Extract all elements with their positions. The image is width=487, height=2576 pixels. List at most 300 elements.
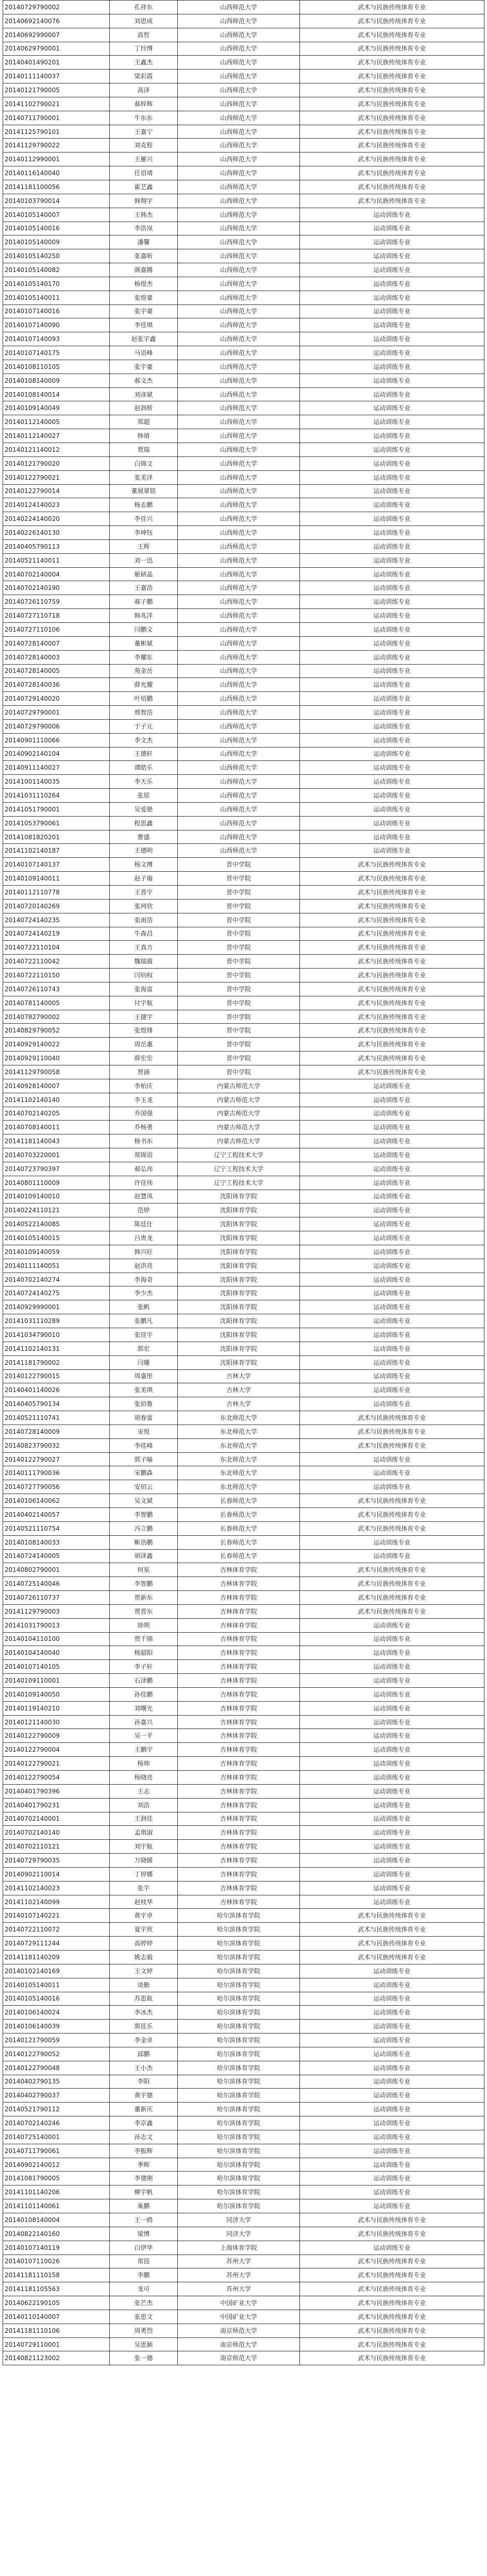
student-name: 张美泽 — [110, 470, 178, 484]
exam-number: 20141053790061 — [3, 816, 110, 830]
table-row — [3, 97, 484, 111]
exam-number: 20140105140250 — [3, 249, 110, 263]
school-name: 吉林体育学院 — [178, 1632, 300, 1646]
major-name: 运动训练专业 — [300, 1176, 484, 1190]
major-name: 武术与民族传统体育专业 — [300, 1038, 484, 1052]
exam-number: 20140901110066 — [3, 733, 110, 747]
student-name: 郭佳乐 — [110, 2020, 178, 2033]
admission-roster-table — [3, 0, 484, 2365]
student-name: 李佳琪 — [110, 318, 178, 332]
exam-number: 20140105140082 — [3, 263, 110, 277]
major-name: 武术与民族传统体育专业 — [300, 1052, 484, 1065]
school-name: 山西师范大学 — [178, 291, 300, 304]
exam-number: 20140521140011 — [3, 553, 110, 567]
major-name: 运动训练专业 — [300, 664, 484, 678]
student-name: 刘曙光 — [110, 1701, 178, 1715]
school-name: 吉林大学 — [178, 1369, 300, 1383]
table-row — [3, 14, 484, 28]
student-name: 赵润桥 — [110, 401, 178, 415]
table-row — [3, 1121, 484, 1134]
student-name: 黄宇德 — [110, 2089, 178, 2103]
exam-number: 20140109140011 — [3, 872, 110, 886]
student-name: 程思鑫 — [110, 816, 178, 830]
table-row — [3, 1397, 484, 1411]
table-row — [3, 1231, 484, 1245]
school-name: 山西师范大学 — [178, 1, 300, 14]
table-row — [3, 1425, 484, 1438]
table-row — [3, 886, 484, 900]
student-name: 郑锦语 — [110, 1148, 178, 1162]
exam-number: 20140720140269 — [3, 899, 110, 913]
student-name: 张芒杰 — [110, 2296, 178, 2310]
student-name: 吴爱艳 — [110, 802, 178, 816]
exam-number: 20140122790014 — [3, 484, 110, 498]
major-name: 武术与民族传统体育专业 — [300, 1425, 484, 1438]
school-name: 山西师范大学 — [178, 83, 300, 97]
table-row — [3, 927, 484, 941]
school-name: 哈尔滨体育学院 — [178, 2089, 300, 2103]
school-name: 山西师范大学 — [178, 415, 300, 429]
exam-number: 20141102140023 — [3, 1881, 110, 1895]
student-name: 张宇豪 — [110, 304, 178, 318]
school-name: 沈阳体育学院 — [178, 1355, 300, 1369]
major-name: 运动训练专业 — [300, 304, 484, 318]
exam-number: 20140401790396 — [3, 1784, 110, 1798]
exam-number: 20140724140275 — [3, 1286, 110, 1300]
student-name: 李智鹏 — [110, 1577, 178, 1591]
table-row — [3, 56, 484, 70]
table-row — [3, 1148, 484, 1162]
table-row — [3, 982, 484, 996]
table-row — [3, 830, 484, 844]
table-row — [3, 747, 484, 761]
school-name: 吉林体育学院 — [178, 1715, 300, 1729]
exam-number: 20140726110759 — [3, 595, 110, 609]
school-name: 长春师范大学 — [178, 1535, 300, 1549]
exam-number: 20140111140037 — [3, 70, 110, 83]
table-row — [3, 802, 484, 816]
school-name: 哈尔滨体育学院 — [178, 2185, 300, 2199]
table-row — [3, 1093, 484, 1107]
exam-number: 20140692990007 — [3, 28, 110, 42]
table-row — [3, 2047, 484, 2061]
exam-number: 20140722110104 — [3, 941, 110, 955]
exam-number: 20140108110105 — [3, 360, 110, 374]
school-name: 哈尔滨体育学院 — [178, 1937, 300, 1951]
exam-number: 20140121790020 — [3, 456, 110, 470]
major-name: 运动训练专业 — [300, 2241, 484, 2255]
major-name: 运动训练专业 — [300, 1535, 484, 1549]
major-name: 武术与民族传统体育专业 — [300, 1411, 484, 1425]
table-row — [3, 1217, 484, 1231]
school-name: 吉林体育学院 — [178, 1591, 300, 1605]
student-name: 李阳 — [110, 2075, 178, 2089]
major-name: 运动训练专业 — [300, 1798, 484, 1812]
student-name: 赵慧凤 — [110, 1190, 178, 1204]
student-name: 李柏庆 — [110, 1079, 178, 1093]
student-name: 李子轩 — [110, 1660, 178, 1674]
school-name: 吉林体育学院 — [178, 1840, 300, 1854]
major-name: 运动训练专业 — [300, 1701, 484, 1715]
table-row — [3, 1438, 484, 1452]
exam-number: 20141181140043 — [3, 1134, 110, 1148]
table-row — [3, 1452, 484, 1466]
student-name: 周岳惠 — [110, 1038, 178, 1052]
table-row — [3, 42, 484, 56]
exam-number: 20140121790005 — [3, 83, 110, 97]
table-row — [3, 1687, 484, 1701]
exam-number: 20140727110106 — [3, 622, 110, 636]
student-name: 王鑫杰 — [110, 56, 178, 70]
major-name: 运动训练专业 — [300, 1162, 484, 1176]
table-row — [3, 553, 484, 567]
exam-number: 20141129790058 — [3, 1065, 110, 1079]
table-row — [3, 761, 484, 775]
major-name: 运动训练专业 — [300, 1259, 484, 1273]
table-row — [3, 1328, 484, 1342]
exam-number: 20141034790010 — [3, 1328, 110, 1342]
school-name: 山西师范大学 — [178, 789, 300, 803]
table-row — [3, 28, 484, 42]
table-row — [3, 1729, 484, 1743]
school-name: 长春师范大学 — [178, 1549, 300, 1563]
major-name: 武术与民族传统体育专业 — [300, 969, 484, 982]
exam-number: 20140711790061 — [3, 2144, 110, 2158]
major-name: 运动训练专业 — [300, 443, 484, 457]
major-name: 运动训练专业 — [300, 1286, 484, 1300]
table-row — [3, 2337, 484, 2351]
exam-number: 20141129790003 — [3, 1604, 110, 1618]
student-name: 韩兆洋 — [110, 609, 178, 623]
table-row — [3, 719, 484, 733]
major-name: 运动训练专业 — [300, 2047, 484, 2061]
student-name: 张海富 — [110, 982, 178, 996]
table-row — [3, 636, 484, 650]
table-row — [3, 2075, 484, 2089]
exam-number: 20140711790001 — [3, 111, 110, 125]
major-name: 运动训练专业 — [300, 1881, 484, 1895]
table-row — [3, 2296, 484, 2310]
major-name: 运动训练专业 — [300, 526, 484, 540]
table-row — [3, 1895, 484, 1909]
major-name: 武术与民族传统体育专业 — [300, 899, 484, 913]
student-name: 张宇 — [110, 1881, 178, 1895]
exam-number: 20140726110737 — [3, 1591, 110, 1605]
exam-number: 20140727110718 — [3, 609, 110, 623]
student-name: 王韩杰 — [110, 208, 178, 222]
student-name: 杨煜杰 — [110, 277, 178, 291]
school-name: 山西师范大学 — [178, 595, 300, 609]
exam-number: 20140107140221 — [3, 1909, 110, 1923]
table-row — [3, 277, 484, 291]
table-row — [3, 2130, 484, 2144]
exam-number: 20140401790231 — [3, 1798, 110, 1812]
table-row — [3, 1342, 484, 1355]
exam-number: 20140105140016 — [3, 222, 110, 235]
exam-number: 20140702140190 — [3, 581, 110, 595]
student-name: 乔国强 — [110, 1107, 178, 1121]
major-name: 运动训练专业 — [300, 2006, 484, 2020]
table-row — [3, 1, 484, 14]
school-name: 山西师范大学 — [178, 166, 300, 180]
major-name: 运动训练专业 — [300, 1190, 484, 1204]
student-name: 姚志毅 — [110, 1950, 178, 1964]
table-row — [3, 1052, 484, 1065]
major-name: 武术与民族传统体育专业 — [300, 1010, 484, 1024]
major-name: 运动训练专业 — [300, 1743, 484, 1757]
exam-number: 20140729140020 — [3, 692, 110, 706]
major-name: 运动训练专业 — [300, 1978, 484, 1992]
table-row — [3, 1065, 484, 1079]
exam-number: 20141181100056 — [3, 180, 110, 194]
major-name: 武术与民族传统体育专业 — [300, 70, 484, 83]
school-name: 上海体育学院 — [178, 2241, 300, 2255]
major-name: 武术与民族传统体育专业 — [300, 1521, 484, 1535]
school-name: 山西师范大学 — [178, 97, 300, 111]
school-name: 山西师范大学 — [178, 844, 300, 858]
table-row — [3, 70, 484, 83]
student-name: 王小杰 — [110, 2061, 178, 2075]
table-row — [3, 2158, 484, 2172]
school-name: 吉林大学 — [178, 1397, 300, 1411]
exam-number: 20140111790036 — [3, 1466, 110, 1480]
student-name: 董彬斌 — [110, 636, 178, 650]
exam-number: 20140702140140 — [3, 1826, 110, 1840]
major-name: 运动训练专业 — [300, 1964, 484, 1978]
school-name: 山西师范大学 — [178, 360, 300, 374]
school-name: 吉林体育学院 — [178, 1895, 300, 1909]
table-row — [3, 1259, 484, 1273]
table-row — [3, 1273, 484, 1286]
exam-number: 20140106140039 — [3, 2020, 110, 2033]
student-name: 于子元 — [110, 719, 178, 733]
exam-number: 20140823790032 — [3, 1438, 110, 1452]
student-name: 李建刚 — [110, 2172, 178, 2185]
exam-number: 20141181140209 — [3, 1950, 110, 1964]
table-row — [3, 1660, 484, 1674]
major-name: 运动训练专业 — [300, 498, 484, 512]
major-name: 运动训练专业 — [300, 277, 484, 291]
student-name: 王捷宇 — [110, 1010, 178, 1024]
exam-number: 20140902140104 — [3, 747, 110, 761]
school-name: 哈尔滨体育学院 — [178, 2199, 300, 2213]
student-name: 王晋宇 — [110, 886, 178, 900]
major-name: 武术与民族传统体育专业 — [300, 872, 484, 886]
table-row — [3, 263, 484, 277]
student-name: 宋鹏森 — [110, 1466, 178, 1480]
table-row — [3, 1826, 484, 1840]
table-row — [3, 1840, 484, 1854]
school-name: 内蒙古师范大学 — [178, 1107, 300, 1121]
table-row — [3, 111, 484, 125]
major-name: 运动训练专业 — [300, 249, 484, 263]
student-name: 胡春雷 — [110, 1411, 178, 1425]
table-row — [3, 996, 484, 1010]
table-row — [3, 125, 484, 139]
exam-number: 20140911140027 — [3, 761, 110, 775]
table-row — [3, 1798, 484, 1812]
table-row — [3, 2033, 484, 2047]
school-name: 山西师范大学 — [178, 761, 300, 775]
school-name: 吉林体育学院 — [178, 1854, 300, 1868]
table-row — [3, 844, 484, 858]
school-name: 吉林体育学院 — [178, 1771, 300, 1785]
exam-number: 20140722110042 — [3, 955, 110, 969]
major-name: 运动训练专业 — [300, 2158, 484, 2172]
student-name: 郝子鹏 — [110, 595, 178, 609]
major-name: 运动训练专业 — [300, 636, 484, 650]
exam-number: 20140929990001 — [3, 1300, 110, 1314]
exam-number: 20140727790056 — [3, 1480, 110, 1494]
major-name: 武术与民族传统体育专业 — [300, 2227, 484, 2241]
table-row — [3, 374, 484, 387]
table-row — [3, 291, 484, 304]
school-name: 吉林体育学院 — [178, 1674, 300, 1688]
exam-number: 20140108140033 — [3, 1535, 110, 1549]
exam-number: 20140104110100 — [3, 1632, 110, 1646]
exam-number: 20140728140007 — [3, 636, 110, 650]
school-name: 沈阳体育学院 — [178, 1273, 300, 1286]
student-name: 邱鹏 — [110, 2047, 178, 2061]
school-name: 山西师范大学 — [178, 70, 300, 83]
school-name: 晋中学院 — [178, 1010, 300, 1024]
table-row — [3, 1521, 484, 1535]
school-name: 山西师范大学 — [178, 14, 300, 28]
table-row — [3, 1190, 484, 1204]
exam-number: 20141051790001 — [3, 802, 110, 816]
student-name: 许佳伟 — [110, 1176, 178, 1190]
table-row — [3, 567, 484, 581]
exam-number: 20140122790009 — [3, 1729, 110, 1743]
exam-number: 20140105140011 — [3, 291, 110, 304]
exam-number: 20140104140040 — [3, 1646, 110, 1660]
exam-number: 20140822140160 — [3, 2227, 110, 2241]
table-row — [3, 208, 484, 222]
table-row — [3, 1204, 484, 1217]
school-name: 山西师范大学 — [178, 208, 300, 222]
major-name: 运动训练专业 — [300, 2033, 484, 2047]
student-name: 苑金岳 — [110, 664, 178, 678]
exam-number: 20140119140210 — [3, 1701, 110, 1715]
major-name: 运动训练专业 — [300, 1231, 484, 1245]
school-name: 晋中学院 — [178, 941, 300, 955]
school-name: 吉林体育学院 — [178, 1798, 300, 1812]
table-row — [3, 941, 484, 955]
school-name: 哈尔滨体育学院 — [178, 2103, 300, 2116]
table-row — [3, 498, 484, 512]
exam-number: 20140109110001 — [3, 1674, 110, 1688]
school-name: 沈阳体育学院 — [178, 1328, 300, 1342]
exam-number: 20140112110778 — [3, 886, 110, 900]
school-name: 山西师范大学 — [178, 28, 300, 42]
table-row — [3, 1591, 484, 1605]
table-row — [3, 1535, 484, 1549]
exam-number: 20141102790021 — [3, 97, 110, 111]
student-name: 刘克程 — [110, 139, 178, 152]
school-name: 吉林体育学院 — [178, 1826, 300, 1840]
school-name: 晋中学院 — [178, 886, 300, 900]
major-name: 武术与民族传统体育专业 — [300, 1909, 484, 1923]
exam-number: 20141031790013 — [3, 1618, 110, 1632]
school-name: 晋中学院 — [178, 858, 300, 872]
major-name: 运动训练专业 — [300, 484, 484, 498]
student-name: 高婷婷 — [110, 1937, 178, 1951]
school-name: 哈尔滨体育学院 — [178, 2116, 300, 2130]
table-row — [3, 1024, 484, 1038]
major-name: 武术与民族传统体育专业 — [300, 2324, 484, 2337]
table-row — [3, 484, 484, 498]
student-name: 赵子瑜 — [110, 872, 178, 886]
exam-number: 20140782790002 — [3, 1010, 110, 1024]
major-name: 运动训练专业 — [300, 1854, 484, 1868]
school-name: 南京师范大学 — [178, 2351, 300, 2365]
table-row — [3, 955, 484, 969]
student-name: 乔杨勇 — [110, 1121, 178, 1134]
student-name: 韩兴旺 — [110, 1245, 178, 1259]
major-name: 武术与民族传统体育专业 — [300, 941, 484, 955]
student-name: 李智鹏 — [110, 1507, 178, 1521]
school-name: 山西师范大学 — [178, 222, 300, 235]
major-name: 运动训练专业 — [300, 1992, 484, 2006]
exam-number: 20140702140246 — [3, 2116, 110, 2130]
exam-number: 20140929140022 — [3, 1038, 110, 1052]
table-row — [3, 360, 484, 374]
major-name: 运动训练专业 — [300, 1397, 484, 1411]
school-name: 山西师范大学 — [178, 706, 300, 720]
major-name: 运动训练专业 — [300, 1549, 484, 1563]
table-row — [3, 180, 484, 194]
student-name: 王一鸥 — [110, 2213, 178, 2227]
exam-number: 20140105140007 — [3, 208, 110, 222]
student-name: 叶培鹏 — [110, 692, 178, 706]
table-row — [3, 969, 484, 982]
school-name: 沈阳体育学院 — [178, 1259, 300, 1273]
table-row — [3, 1992, 484, 2006]
exam-number: 20141102140140 — [3, 1093, 110, 1107]
school-name: 长春师范大学 — [178, 1521, 300, 1535]
school-name: 沈阳体育学院 — [178, 1300, 300, 1314]
major-name: 武术与民族传统体育专业 — [300, 1563, 484, 1577]
table-row — [3, 650, 484, 664]
exam-number: 20140402790037 — [3, 2089, 110, 2103]
school-name: 晋中学院 — [178, 1065, 300, 1079]
student-name: 李振辉 — [110, 2144, 178, 2158]
major-name: 武术与民族传统体育专业 — [300, 1591, 484, 1605]
table-row — [3, 1286, 484, 1300]
school-name: 山西师范大学 — [178, 374, 300, 387]
school-name: 中国矿业大学 — [178, 2296, 300, 2310]
table-row — [3, 83, 484, 97]
school-name: 山西师范大学 — [178, 512, 300, 526]
school-name: 山西师范大学 — [178, 401, 300, 415]
major-name: 运动训练专业 — [300, 2075, 484, 2089]
school-name: 哈尔滨体育学院 — [178, 2144, 300, 2158]
student-name: 王雁兴 — [110, 152, 178, 166]
table-row — [3, 609, 484, 623]
school-name: 沈阳体育学院 — [178, 1314, 300, 1328]
major-name: 运动训练专业 — [300, 2020, 484, 2033]
school-name: 山西师范大学 — [178, 249, 300, 263]
major-name: 运动训练专业 — [300, 1383, 484, 1397]
exam-number: 20141001140035 — [3, 775, 110, 789]
table-row — [3, 2324, 484, 2337]
table-row — [3, 678, 484, 692]
school-name: 东北师范大学 — [178, 1438, 300, 1452]
exam-number: 20140109140050 — [3, 1687, 110, 1701]
exam-number: 20141031110289 — [3, 1314, 110, 1328]
school-name: 吉林体育学院 — [178, 1743, 300, 1757]
major-name: 武术与民族传统体育专业 — [300, 1937, 484, 1951]
